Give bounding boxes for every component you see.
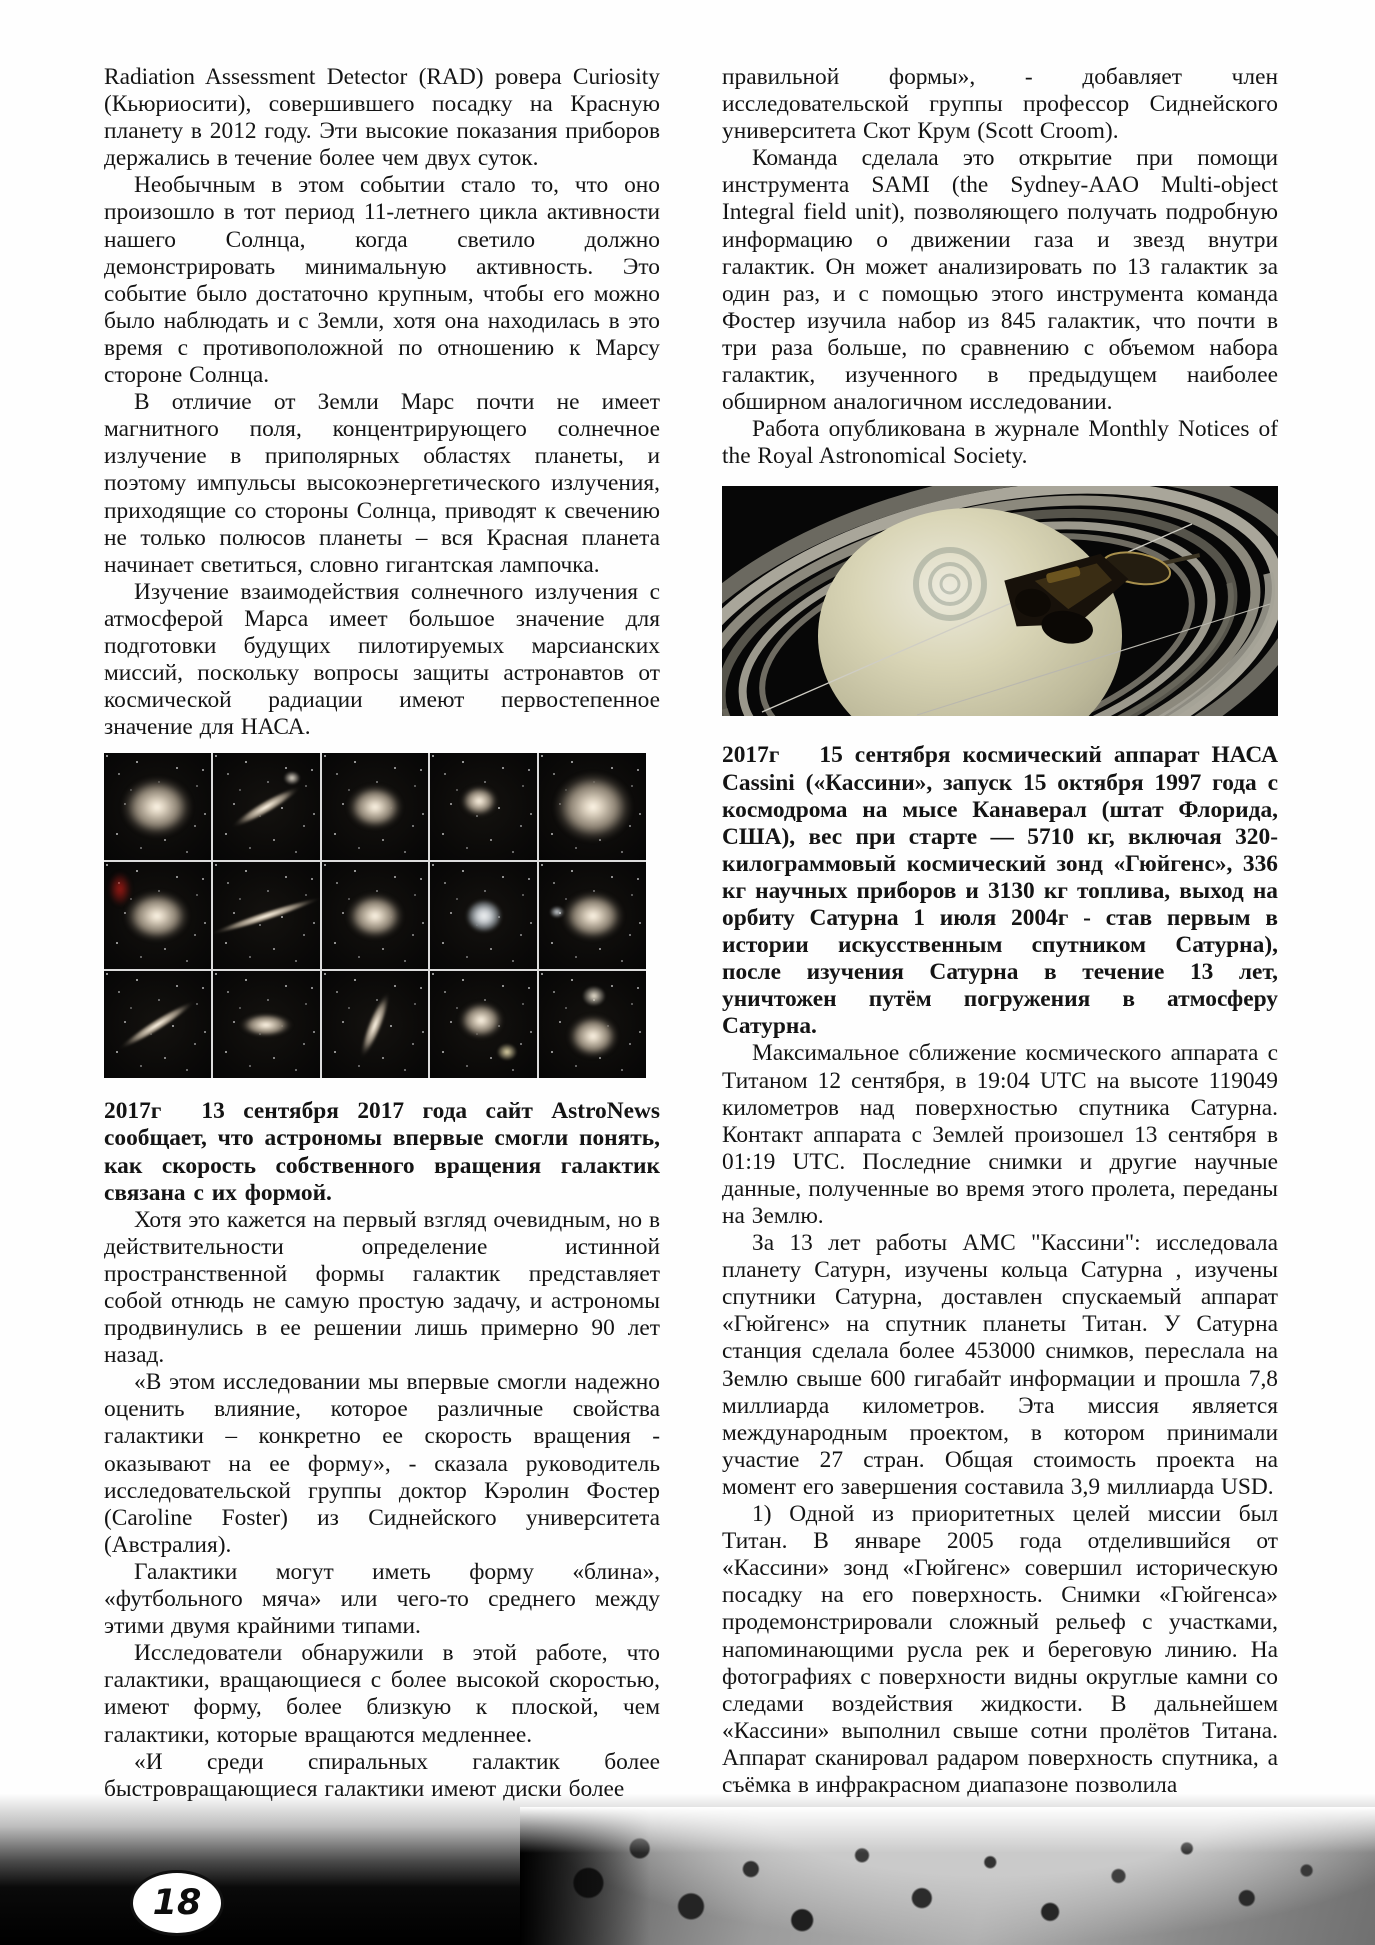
article-heading	[104, 1098, 660, 1206]
galaxy-cell	[430, 862, 537, 969]
galaxy-blob	[222, 776, 311, 838]
paragraph: Исследователи обнаружили в этой работе, что галактики, вращающиеся с более высокой скоростью, имеют форму, более близкую к плоской, чем галактики, которые вращаются медленнее.	[104, 1640, 660, 1748]
galaxy-blob	[553, 884, 633, 948]
galaxy-blob	[108, 990, 206, 1059]
galaxy-cell	[322, 862, 429, 969]
galaxy-cell	[213, 753, 320, 860]
galaxy-cell	[104, 862, 211, 969]
galaxy-blob	[339, 778, 411, 836]
galaxy-cell	[104, 753, 211, 860]
paragraph: Необычным в этом событии стало то, что оно произошло в тот период 11-летнего цикла активности нашего Солнца, когда светило должно демонстрировать минимальную активность. Это событие было достаточно крупным, чтобы его можно было наблюдать и с Земли, хотя она находилась в это время с противоположной по отношению к Марсу стороне Солнца.	[104, 172, 660, 389]
paragraph: За 13 лет работы АМС "Кассини": исследовала планету Сатурн, изучены кольца Сатурна , изучены спутники Сатурна, доставлен спускаемый аппарат «Гюйгенс» на спутник планеты Титан. У Сатурна станция сделала более 453000 снимков, переслала на Землю свыше 600 гигабайт информации и прошла 7,8 миллиарда километров. Эта миссия является международным проектом, в котором принимали участие 27 стран. Общая стоимость проекта на момент его завершения составила 3,9 миллиарда USD.	[722, 1230, 1278, 1500]
galaxy-blob	[338, 886, 412, 946]
galaxy-blob	[115, 883, 199, 949]
galaxy-cell	[539, 971, 646, 1078]
cassini-saturn-figure	[722, 486, 1278, 716]
heading-year: 2017г	[104, 1098, 162, 1125]
galaxy-blob	[111, 768, 203, 846]
galaxy-cell	[322, 971, 429, 1078]
paragraph: Изучение взаимодействия солнечного излучения с атмосферой Марса имеет большое значение для подготовки будущих пилотируемых марсианских миссий, поскольку вопросы защиты астронавтов от космической радиации имеют первостепенное значение для НАСА.	[104, 578, 660, 741]
galaxy-grid-figure	[104, 753, 646, 1078]
galaxy-blob	[452, 996, 510, 1044]
galaxy-cell	[322, 753, 429, 860]
galaxy-blob	[350, 982, 399, 1067]
galaxy-cell	[104, 971, 211, 1078]
galaxy-blob	[455, 781, 503, 821]
galaxy-cell	[539, 862, 646, 969]
paragraph: Максимальное сближение космического аппарата с Титаном 12 сентября, в 19:04 UTC на высоте 119049 километров над поверхностью спутника Сатурна. Контакт аппарата с Землей произошел 13 сентября в 01:19 UTC. Последние снимки и другие научные данные, полученные во время этого пролета, переданы на Землю.	[722, 1040, 1278, 1229]
page-number: 18	[152, 1883, 202, 1923]
galaxy-cell	[430, 753, 537, 860]
heading-year: 2017г	[722, 742, 780, 769]
galaxy-cell	[213, 862, 320, 969]
moon-surface-image	[520, 1807, 1375, 1945]
paragraph: В отличие от Земли Марс почти не имеет магнитного поля, концентрирующего солнечное излучение в приполярных областях планеты, и поэтому импульсы высокоэнергетического излучения, приходящие со стороны Солнца, приводят к свечению не только полюсов планеты – вся Красная планета начинает светиться, словно гигантская лампочка.	[104, 389, 660, 578]
galaxy-cell	[430, 971, 537, 1078]
paragraph: Команда сделала это открытие при помощи инструмента SAMI (the Sydney-AAO Multi-object Integral field unit), позволяющего получать подробную информацию о движении газа и звезд внутри галактик. Он может анализировать по 13 галактик за один раз, и с помощью этого инструмента команда Фостер изучила набор из 845 галактик, что почти в три раза больше, по сравнению с объемом набора галактик, изученного в предыдущем наиболее обширном аналогичном исследовании.	[722, 145, 1278, 416]
heading-text: 15 сентября космический аппарат НАСА Cassini («Кассини», запуск 15 октября 1997 года с космодрома на мысе Канаверал (штат Флорида, США), вес при старте — 5710 кг, включая 320-килограммовый космический зонд «Гюйгенс», 336 кг научных приборов и 3130 кг топлива, выход на орбиту Сатурна 1 июля 2004г - став первым в истории искусственным спутником Сатурна), после изучения Сатурна в течение 13 лет, уничтожен путём погружения в атмосферу Сатурна.	[722, 742, 1278, 1040]
paragraph: 1) Одной из приоритетных целей миссии был Титан. В январе 2005 года отделившийся от «Кассини» зонд «Гюйгенс» совершил историческую посадку на его поверхность. Снимки «Гюйгенса» продемонстрировали сложный рельеф с участками, напоминающими русла рек и береговую линию. На фотографиях с поверхности видны округлые камни со следами воздействия жидкости. В дальнейшем «Кассини» выполнил свыше сотни пролётов Титана. Аппарат сканировал радаром поверхность спутника, а съёмка в инфракрасном диапазоне позволила	[722, 1501, 1278, 1798]
left-column	[104, 64, 660, 1803]
paragraph: «В этом исследовании мы впервые смогли надежно оценить влияние, которое различные свойства галактики – конкретно ее скорость вращения - оказывают на ее форму», - сказала руководитель исследовательской группы доктор Кэролин Фостер (Caroline Foster) из Сиднейского университета (Австралия).	[104, 1369, 660, 1558]
galaxy-blob	[213, 888, 320, 943]
galaxy-cell	[539, 753, 646, 860]
galaxy-blob	[461, 895, 507, 937]
heading-text: 13 сентября 2017 года сайт AstroNews сообщает, что астрономы впервые смогли понять, как скорость собственного вращения галактик связана с их формой.	[104, 1098, 660, 1206]
right-column	[722, 64, 1278, 1799]
paragraph: Хотя это кажется на первый взгляд очевидным, но в действительности определение истинной пространственной формы галактик представляет собой отнюдь не самую простую задачу, и астрономы продвинулись в ее решении лишь примерно 90 лет назад.	[104, 1206, 660, 1369]
paragraph: «И среди спиральных галактик более быстровращающиеся галактики имеют диски более	[104, 1748, 660, 1802]
paragraph: правильной формы», - добавляет член исследовательской группы профессор Сиднейского университета Скот Крум (Scott Croom).	[722, 64, 1278, 145]
paragraph: Галактики могут иметь форму «блина», «футбольного мяча» или чего-то среднего между этими двумя крайними типами.	[104, 1558, 660, 1640]
galaxy-blob	[542, 762, 644, 852]
page-number-badge	[130, 1870, 224, 1936]
paragraph: Работа опубликована в журнале Monthly Notices of the Royal Astronomical Society.	[722, 416, 1278, 470]
galaxy-blob	[233, 1009, 300, 1041]
paragraph: Radiation Assessment Detector (RAD) ровера Curiosity (Кьюриосити), совершившего посадку на Красную планету в 2012 году. Эти высокие показания приборов держались в течение более чем двух суток.	[104, 64, 660, 172]
moon-top-fade	[520, 1807, 1375, 1853]
galaxy-cell	[213, 971, 320, 1078]
galaxy-blob	[560, 1008, 626, 1064]
article-heading	[722, 742, 1278, 1040]
